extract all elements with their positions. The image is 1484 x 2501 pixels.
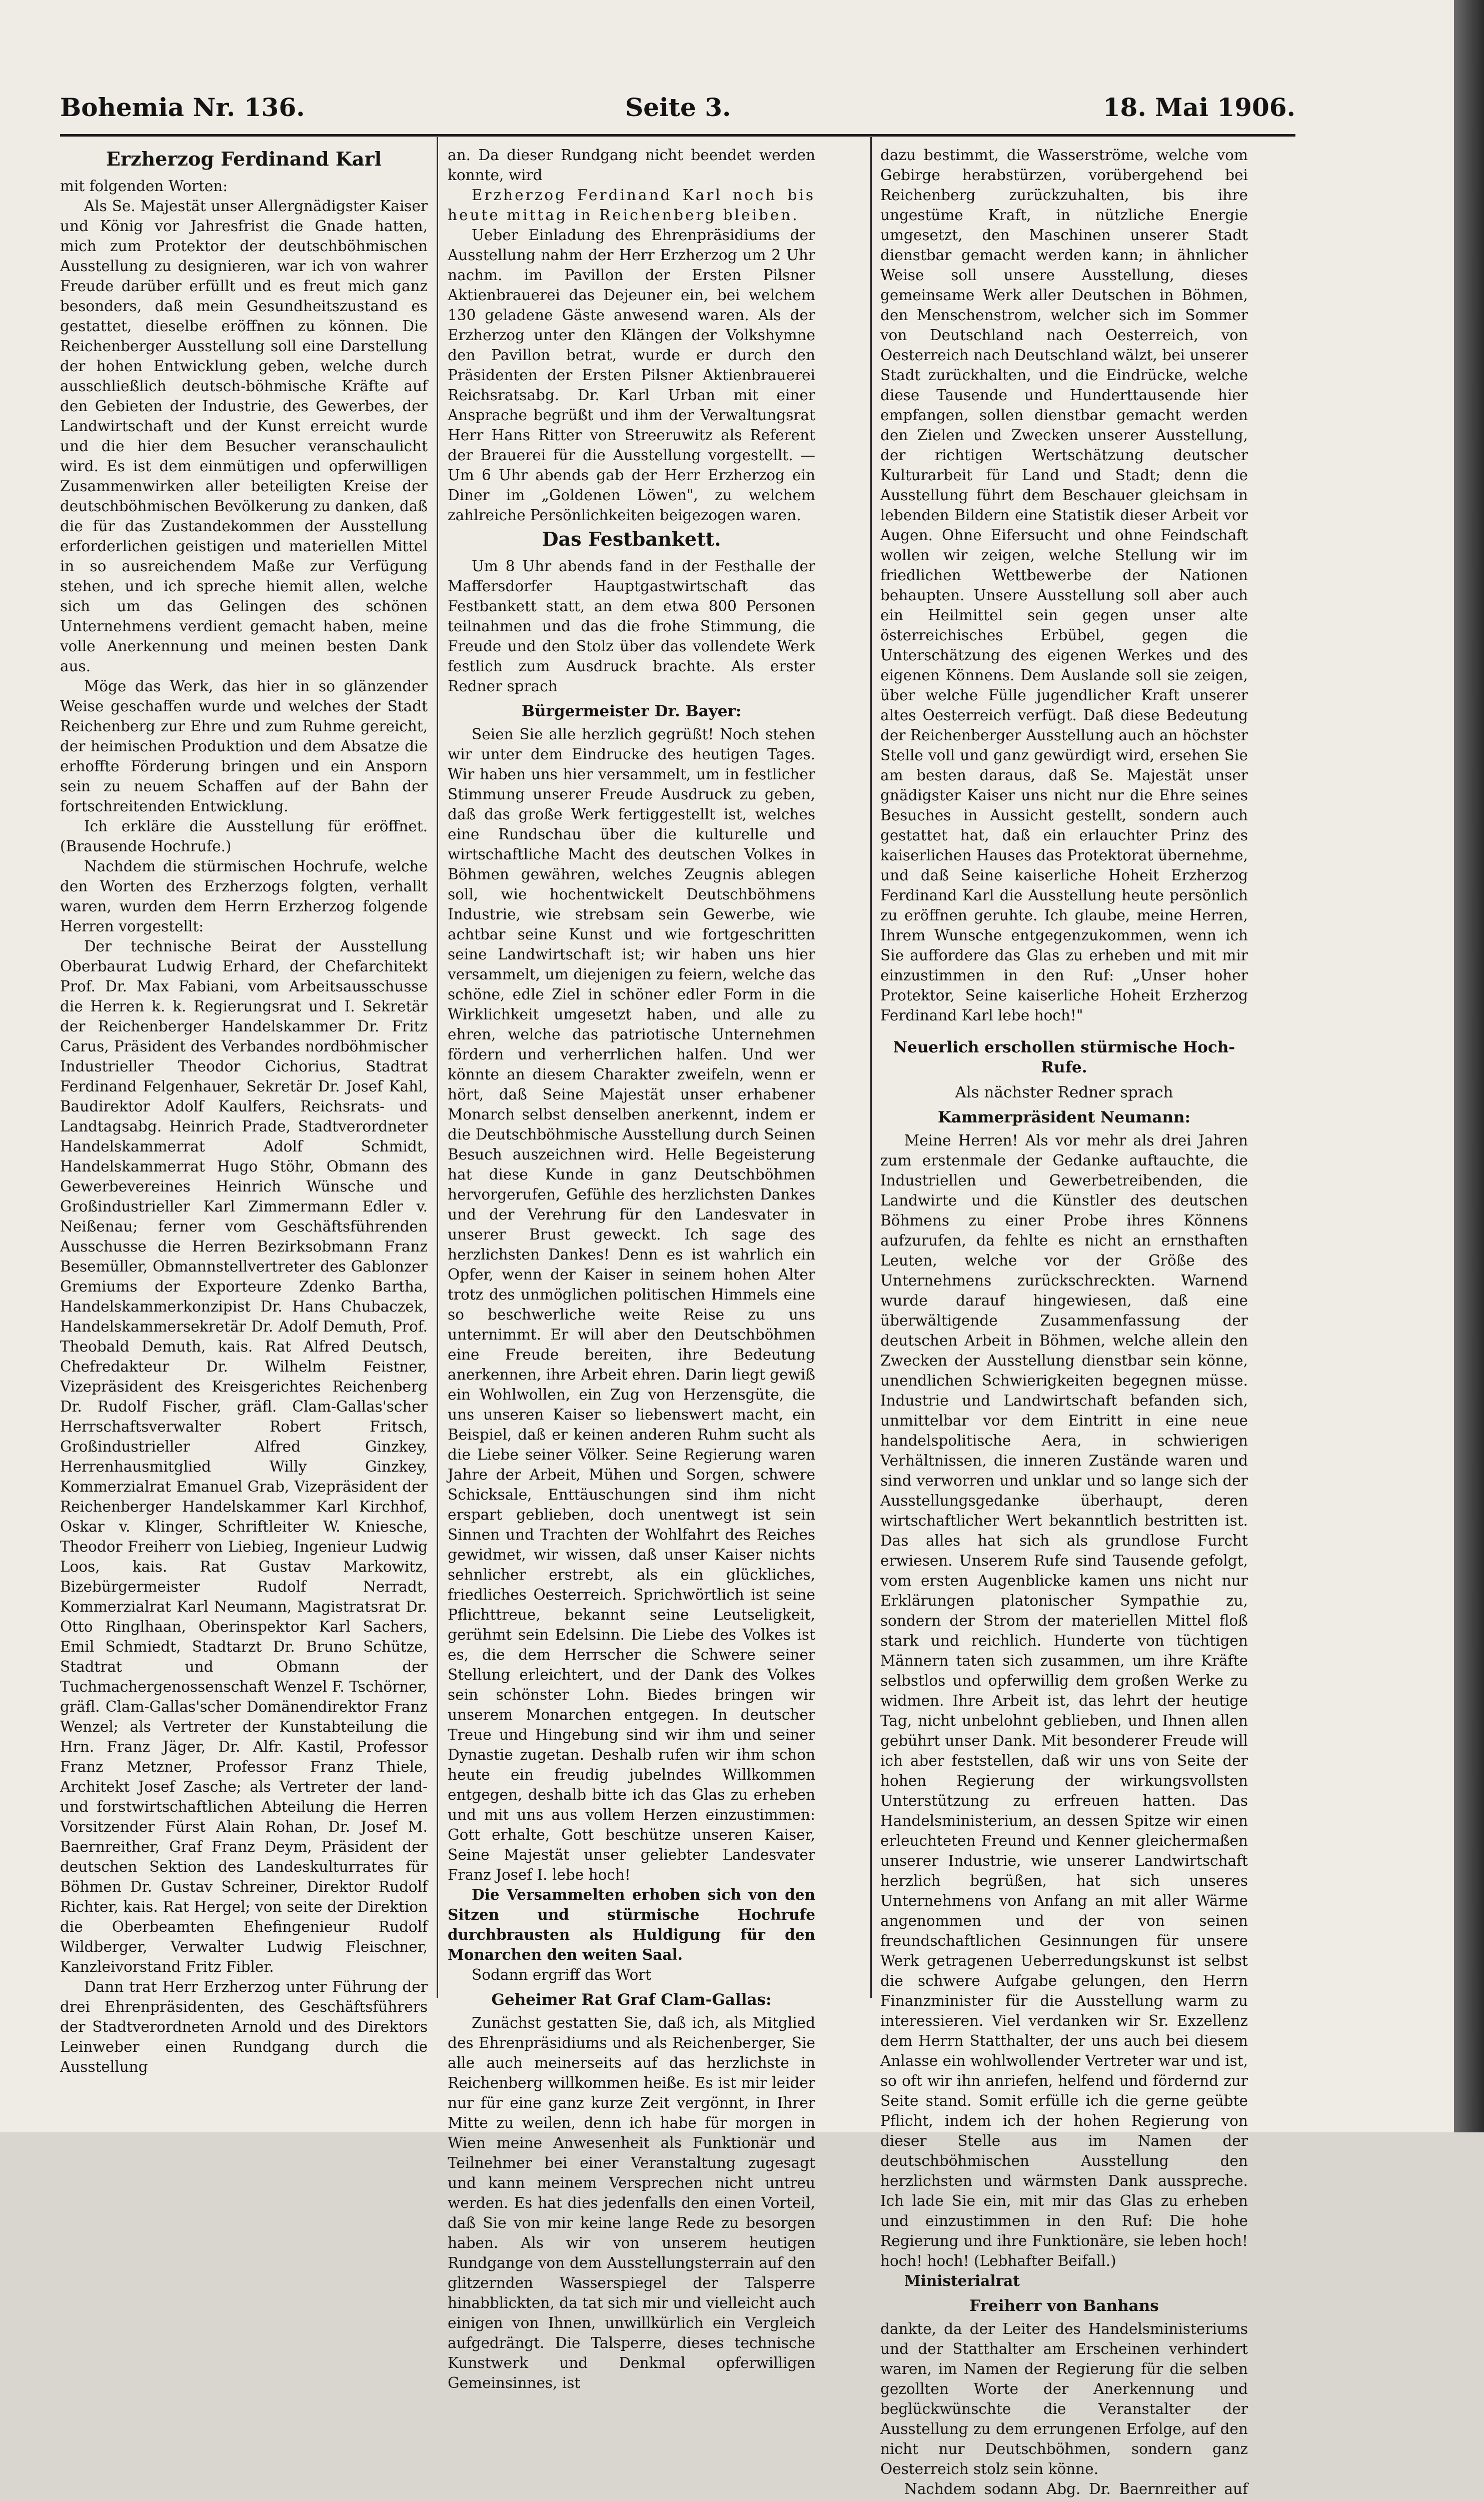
column-1	[60, 145, 428, 2075]
event-note: Neuerlich erschollen stürmische Hoch-Rufe.	[893, 1038, 1235, 1076]
speaker-heading: Kammerpräsident Neumann:	[937, 1108, 1191, 1126]
speaker-heading: Geheimer Rat Graf Clam-Gallas:	[491, 1991, 772, 2009]
header-rule	[60, 134, 1295, 137]
paragraph: Möge das Werk, das hier in so glänzender Weise geschaffen wurde und welches der Stadt Reichenberg zur Ehre und zum Ruhme gereicht, der heimischen Produktion und dem Absatze die erhoffte Förderung bringen und ein Ansporn sein zu neuem Schaffen auf der Bahn der fortschreitenden Entwicklung.	[60, 678, 428, 815]
paragraph: Der technische Beirat der Ausstellung Oberbaurat Ludwig Erhard, der Chefarchitekt Prof. Dr. Max Fabiani, vom Arbeitsausschusse die Herren k. k. Regierungsrat und I. Sekretär der Reichenberger Handelskammer Dr. Fritz Carus, Präsident des Verbandes nordböhmischer Industrieller Theodor Cichorius, Stadtrat Ferdinand Felgenhauer, Sekretär Dr. Josef Kahl, Baudirektor Adolf Kaulfers, Reichsrats- und Landtagsabg. Heinrich Prade, Stadtverordneter Handelskammerrat Adolf Schmidt, Handelskammerrat Hugo Stöhr, Obmann des Gewerbevereines Heinrich Wünsche und Großindustrieller Karl Zimmermann Edler v. Neißenau; ferner vom Geschäftsführenden Ausschusse die Herren Bezirksobmann Franz Besemüller, Obmannstellvertreter des Gablonzer Gremiums der Exporteure Zdenko Bartha, Handelskammerkonzipist Dr. Hans Chubaczek, Handelskammersekretär Dr. Adolf Demuth, Prof. Theobald Demuth, kais. Rat Alfred Deutsch, Chefredakteur Dr. Wilhelm Feistner, Vizepräsident des Kreisgerichtes Reichenberg Dr. Rudolf Fischer, gräfl. Clam-Gallas'scher Herrschaftsverwalter Robert Fritsch, Großindustrieller Alfred Ginzkey, Herrenhausmitglied Willy Ginzkey, Kommerzialrat Emanuel Grab, Vizepräsident der Reichenberger Handelskammer Karl Kirchhof, Oskar v. Klinger, Schriftleiter W. Kniesche, Theodor Freiherr von Liebieg, Ingenieur Ludwig Loos, kais. Rat Gustav Markowitz, Bizebürgermeister Rudolf Nerradt, Kommerzialrat Karl Neumann, Magistratsrat Dr. Otto Ringlhaan, Oberinspektor Karl Sachers, Emil Schmiedt, Stadtarzt Dr. Bruno Schütze, Stadtrat und Obmann der Tuchmachergenossenschaft Wenzel F. Tschörner, gräfl. Clam-Gallas'scher Domänendirektor Franz Wenzel; als Vertreter der Kunstabteilung die Hrn. Franz Jäger, Dr. Alfr. Kastil, Professor Franz Metzner, Professor Franz Thiele, Architekt Josef Zasche; als Vertreter der land- und forstwirtschaftlichen Abteilung die Herren Vorsitzender Fürst Alain Rohan, Dr. Josef M. Baernreither, Graf Franz Deym, Präsident der deutschen Sektion des Landeskulturrates für Böhmen Dr. Gustav Schreiner, Direktor Rudolf Richter, kais. Rat Hergel; von seite der Direktion die Oberbeamten Ehefingenieur Rudolf Wildberger, Verwalter Ludwig Fleischner, Kanzleivorstand Fritz Fibler.	[60, 938, 428, 1975]
paragraph: Als nächster Redner sprach	[955, 1083, 1173, 1101]
paragraph: Seien Sie alle herzlich gegrüßt! Noch stehen wir unter dem Eindrucke des heutigen Tages. Wir haben uns hier versammelt, um in festlicher Stimmung unserer Freude Ausdruck zu geben, daß das große Werk fertiggestellt ist, welches eine Rundschau über die kulturelle und wirtschaftliche Macht des deutschen Volkes in Böhmen gewähren, welches Zeugnis ablegen soll, wie hochentwickelt Deutschböhmens Industrie, wie strebsam sein Gewerbe, wie achtbar seine Kunst und wie fortgeschritten seine Landwirtschaft ist; wir haben uns hier versammelt, um diejenigen zu feiern, welche das schöne, edle Ziel in schöner edler Form in die Wirklichkeit umgesetzt haben, und alle zu ehren, welche das patriotische Unternehmen fördern und verherrlichen halfen. Und wer könnte an diesem Charakter zweifeln, wenn er hört, daß Seine Majestät unser erhabener Monarch selbst denselben anerkennt, indem er die Deutschböhmische Ausstellung durch Seinen Besuch auszeichnen wird. Helle Begeisterung hat diese Kunde in ganz Deutschböhmen hervorgerufen, Gefühle des herzlichsten Dankes und der Verehrung für den Landesvater in unserer Brust geweckt. Ich sage des herzlichsten Dankes! Denn es ist wahrlich ein Opfer, wenn der Kaiser in seinem hohen Alter trotz des unmöglichen politischen Himmels eine so beschwerliche weite Reise zu uns unternimmt. Er will aber den Deutschböhmen eine Freude bereiten, ihre Bedeutung anerkennen, ihre Arbeit ehren. Darin liegt gewiß ein Wohlwollen, ein Zug von Herzensgüte, die uns unseren Kaiser so liebenswert macht, ein Beispiel, daß er keinen anderen Ruhm sucht als die Liebe seiner Völker. Seine Regierung waren Jahre der Arbeit, Mühen und Sorgen, schwere Schicksale, Enttäuschungen sind ihm nicht erspart geblieben, doch unentwegt ist sein Sinnen und Trachten der Wohlfahrt des Reiches gewidmet, wir wissen, daß unser Kaiser nichts sehnlicher erstrebt, als ein glückliches, friedliches Oesterreich. Sprichwörtlich ist seine Pflichttreue, bekannt seine Leutseligkeit, gerühmt sein Edelsinn. Die Liebe des Volkes ist es, die dem Herrscher die Schwere seiner Stellung erleichtert, und der Dank des Volkes sein schönster Lohn. Biedes bringen wir unserem Monarchen entgegen. In deutscher Treue und Hingebung sind wir ihm und seiner Dynastie zugetan. Deshalb rufen wir ihm schon heute ein freudig jubelndes Willkommen entgegen, deshalb bitte ich das Glas zu erheben und mit uns aus vollem Herzen einzustimmen: Gott erhalte, Gott beschütze unseren Kaiser, Seine Majestät unser geliebter Landesvater Franz Josef I. lebe hoch!	[448, 726, 815, 1883]
issue-date: 18. Mai 1906.	[1102, 93, 1295, 122]
paragraph: Um 8 Uhr abends fand in der Festhalle der Maffersdorfer Hauptgastwirtschaft das Festbankett statt, an dem etwa 800 Personen teilnahmen und das die frohe Stimmung, die Freude und den Stolz über das vollendete Werk festlich zum Ausdruck brachte. Als erster Redner sprach	[448, 558, 815, 695]
paragraph: Nachdem die stürmischen Hochrufe, welche den Worten des Erzherzogs folgten, verhallt waren, wurden dem Herrn Erzherzog folgende Herren vorgestellt:	[60, 858, 428, 935]
paragraph: Erzherzog Ferdinand Karl noch bis heute mittag in Reichenberg bleiben.	[448, 187, 815, 224]
publication-number: Bohemia Nr. 136.	[60, 93, 305, 122]
paragraph: Ministerialrat	[904, 2272, 1020, 2289]
paragraph: dankte, da der Leiter des Handelsministeriums und der Statthalter am Erscheinen verhindert waren, im Namen der Regierung für die selben gezollten Worte der Anerkennung und beglückwünschte die Veranstalter der Ausstellung zu dem errungenen Erfolge, auf den nicht nur Deutschböhmen, sondern ganz Oesterreich stolz sein könne.	[880, 2320, 1248, 2477]
page-header	[60, 93, 1295, 128]
column-3	[880, 145, 1248, 2497]
paragraph: Sodann ergriff das Wort	[472, 1966, 652, 1983]
scan-edge	[1454, 0, 1484, 2132]
paragraph: Nachdem sodann Abg. Dr. Baernreither auf	[904, 2480, 1248, 2497]
paragraph: Ich erkläre die Ausstellung für eröffnet. (Brausende Hochrufe.)	[60, 818, 428, 855]
paragraph: Zunächst gestatten Sie, daß ich, als Mitglied des Ehrenpräsidiums und als Reichenberger, Sie alle auch meinerseits auf das herzlichste in Reichenberg willkommen heiße. Es ist mir leider nur für eine ganz kurze Zeit vergönnt, in Ihrer Mitte zu weilen, denn ich habe für morgen in Wien meine Anwesenheit als Funktionär und Teilnehmer bei einer Veranstaltung zugesagt und kann meinem Versprechen nicht untreu werden. Es hat dies jedenfalls den einen Vorteil, daß Sie von mir keine lange Rede zu besorgen haben. Als wir von unserem heutigen Rundgange von dem Ausstellungsterrain auf den glitzernden Wasserspiegel der Talsperre hinabblickten, da tat sich mir und vielleicht auch einigen von Ihnen, unwillkürlich ein Vergleich aufgedrängt. Die Talsperre, dieses technische Kunstwerk und Denkmal opferwilligen Gemeinsinnes, ist	[448, 2014, 815, 2391]
paragraph: Meine Herren! Als vor mehr als drei Jahren zum erstenmale der Gedanke auftauchte, die Industriellen und Gewerbetreibenden, die Landwirte und die Künstler des deutschen Böhmens zu einer Probe ihres Könnens aufzurufen, da fehlte es nicht an ernsthaften Leuten, welche vor der Größe des Unternehmens zurückschreckten. Warnend wurde darauf hingewiesen, daß eine überwältigende Zusammenfassung der deutschen Arbeit in Böhmen, welche allein den Zwecken der Ausstellung dienstbar sein könne, unendlichen Schwierigkeiten begegnen müsse. Industrie und Landwirtschaft befanden sich, unmittelbar vor dem Eintritt in eine neue handelspolitische Aera, in schwierigen Verhältnissen, die inneren Zustände waren und sind verworren und unklar und so lange sich der Ausstellungsgedanke überhaupt, deren wirtschaftlicher Wert bekanntlich bestritten ist. Das alles hat sich als grundlose Furcht erwiesen. Unserem Rufe sind Tausende gefolgt, vom ersten Augenblicke kamen uns nicht nur Erklärungen platonischer Sympathie zu, sondern der Strom der materiellen Mittel floß stark und reichlich. Hunderte von tüchtigen Männern taten sich zusammen, um ihre Kräfte selbstlos und opferwillig dem großen Werke zu widmen. Ihre Arbeit ist, das lehrt der heutige Tag, nicht unbelohnt geblieben, und Ihnen allen gebührt unser Dank. Mit besonderer Freude will ich aber feststellen, daß wir uns von Seite der hohen Regierung der wirkungsvollsten Unterstützung zu erfreuen hatten. Das Handelsministerium, an dessen Spitze wir einen erleuchteten Freund und Kenner gleichermaßen unserer Industrie, wie unserer Landwirtschaft herzlich begrüßen, hat sich unseres Unternehmens von Anfang an mit aller Wärme angenommen und der von seinen freundschaftlichen Gesinnungen für unsere Werk getragenen Ueberredungskunst ist selbst die schwere Aufgabe gelungen, den Herrn Finanzminister für die Ausstellung warm zu interessieren. Viel verdanken wir Sr. Exzellenz dem Herrn Statthalter, der uns auch bei diesem Anlasse ein wohlwollender Vertreter war und ist, so oft wir ihn anriefen, helfend und fördernd zur Seite stand. Somit erfülle ich die gerne geübte Pflicht, indem ich der hohen Regierung von dieser Stelle aus im Namen der deutschböhmischen Ausstellung den herzlichsten und wärmsten Dank ausspreche. Ich lade Sie ein, mit mir das Glas zu erheben und einzustimmen in den Ruf: Die hohe Regierung und ihre Funktionäre, sie leben hoch! hoch! hoch! (Lebhafter Beifall.)	[880, 1132, 1248, 2269]
speaker-heading: Freiherr von Banhans	[969, 2297, 1159, 2315]
column-divider	[870, 137, 872, 1998]
paragraph: Ueber Einladung des Ehrenpräsidiums der Ausstellung nahm der Herr Erzherzog um 2 Uhr nachm. im Pavillon der Ersten Pilsner Aktienbrauerei das Dejeuner ein, bei welchem 130 geladene Gäste anwesend waren. Als der Erzherzog unter den Klängen der Volkshymne den Pavillon betrat, wurde er durch den Präsidenten der Ersten Pilsner Aktienbrauerei Reichsratsabg. Dr. Karl Urban mit einer Ansprache begrüßt und ihm der Verwaltungsrat Herr Hans Ritter von Streeruwitz als Referent der Brauerei für die Ausstellung vorgestellt. — Um 6 Uhr abends gab der Herr Erzherzog ein Diner im „Goldenen Löwen", zu welchem zahlreiche Persönlichkeiten beigezogen waren.	[448, 227, 815, 524]
column-divider	[437, 137, 438, 1998]
paragraph: an. Da dieser Rundgang nicht beendet werden konnte, wird	[448, 147, 815, 184]
paragraph: dazu bestimmt, die Wasserströme, welche vom Gebirge herabstürzen, vorübergehend bei Reichenberg zurückzuhalten, bis ihre ungestüme Kraft, in nützliche Energie umgesetzt, den Maschinen unserer Stadt dienstbar gemacht werden kann; in ähnlicher Weise soll unsere Ausstellung, dieses gemeinsame Werk aller Deutschen in Böhmen, den Menschenstrom, welcher sich im Sommer von Deutschland nach Oesterreich, von Oesterreich nach Deutschland wälzt, bei unserer Stadt zurückhalten, und die Eindrücke, welche diese Tausende und Hunderttausende hier empfangen, sollen dienstbar gemacht werden den Zielen und Zwecken unserer Ausstellung, der richtigen Wertschätzung deutscher Kulturarbeit für Land und Stadt; denn die Ausstellung führt dem Beschauer gleichsam in lebenden Bildern eine Statistik dieser Arbeit vor Augen. Ohne Eifersucht und ohne Feindschaft wollen wir zeigen, welche Stellung wir im friedlichen Wettbewerbe der Nationen behaupten. Unsere Ausstellung soll aber auch ein Heilmittel sein gegen unser alte österreichisches Erbübel, gegen die Unterschätzung des eigenen Werkes und des eigenen Könnens. Dem Auslande soll sie zeigen, über welche Fülle jugendlicher Kraft unserer altes Oesterreich verfügt. Daß diese Bedeutung der Reichenberger Ausstellung auch an höchster Stelle voll und ganz gewürdigt wird, ersehen Sie am besten daraus, daß Se. Majestät unser gnädigster Kaiser uns nicht nur die Ehre seines Besuches in Aussicht gestellt, sondern auch gestattet hat, daß ein erlauchter Prinz des kaiserlichen Hauses das Protektorat übernehme, und daß Seine kaiserliche Hoheit Erzherzog Ferdinand Karl die Ausstellung heute persönlich zu eröffnen geruhte. Ich glaube, meine Herren, Ihrem Wunsche entgegenzukommen, wenn ich Sie auffordere das Glas zu erheben und mit mir einzustimmen in den Ruf: „Unser hoher Protektor, Seine kaiserliche Hoheit Erzherzog Ferdinand Karl lebe hoch!"	[880, 147, 1248, 1024]
paragraph: Als Se. Majestät unser Allergnädigster Kaiser und König vor Jahresfrist die Gnade hatten, mich zum Protektor der deutschböhmischen Ausstellung zu designieren, war ich von wahrer Freude darüber erfüllt und es freut mich ganz besonders, daß mein Gesundheitszustand es gestattet, dieselbe eröffnen zu können. Die Reichenberger Ausstellung soll eine Darstellung der hohen Entwicklung geben, welche durch ausschließlich deutsch-böhmische Kräfte auf den Gebieten der Industrie, des Gewerbes, der Landwirtschaft und der Kunst erreicht wurde und die hier dem Besucher veranschaulicht wird. Es ist dem einmütigen und opferwilligen Zusammenwirken aller beteiligten Kreise der deutschböhmischen Bevölkerung zu danken, daß die für das Zustandekommen der Ausstellung erforderlichen geistigen und materiellen Mittel in so ausreichendem Maße zur Verfügung stehen, und ich spreche hiemit allen, welche sich um das Gelingen des schönen Unternehmens verdient gemacht haben, meine volle Anerkennung und meinen besten Dank aus.	[60, 198, 428, 675]
column-2	[448, 145, 815, 2391]
paragraph: mit folgenden Worten:	[60, 178, 228, 195]
article-headline: Erzherzog Ferdinand Karl	[106, 148, 382, 170]
page-number: Seite 3.	[625, 93, 731, 122]
section-headline: Das Festbankett.	[542, 528, 721, 550]
paragraph: Die Versammelten erhoben sich von den Sitzen und stürmische Hochrufe durchbrausten als Huldigung für den Monarchen den weiten Saal.	[448, 1886, 815, 1963]
speaker-heading: Bürgermeister Dr. Bayer:	[521, 702, 742, 720]
paragraph: Dann trat Herr Erzherzog unter Führung der drei Ehrenpräsidenten, des Geschäftsführers der Stadtverordneten Arnold und des Direktors Leinweber einen Rundgang durch die Ausstellung	[60, 1978, 428, 2075]
